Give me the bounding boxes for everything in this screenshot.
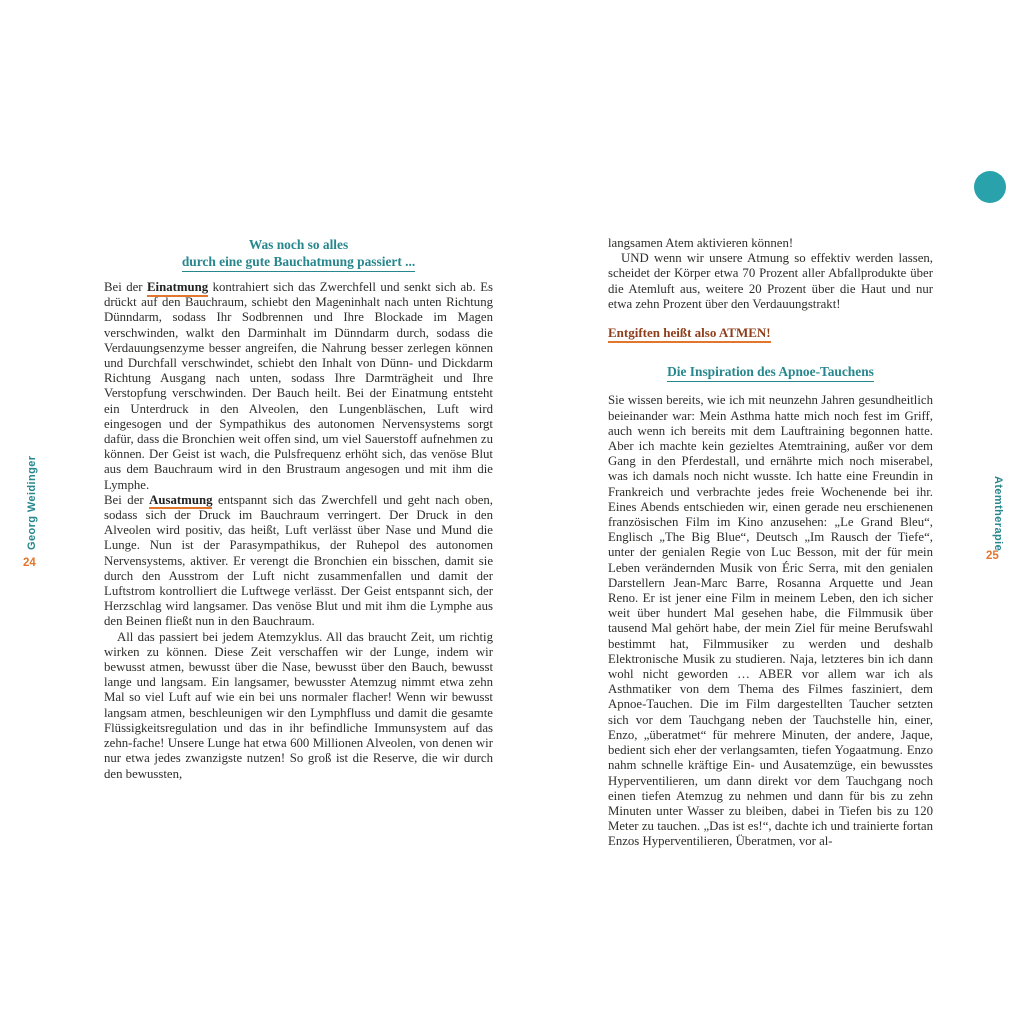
text-run-prefix: Bei der: [104, 280, 147, 294]
text-run-rest: kontrahiert sich das Zwerchfell und senkt sich ab. Es drückt auf den Bauchraum, schiebt den Mageninhalt nach unten Richtung Dünndarm, sodass Ihr Sodbrennen und Ihre Blockade im Magen verschwinden, walkt den Darminhalt im Dünndarm durch, sodass die Verdauungsenzyme besser angreifen, die Nahrung besser zerlegen können und Durchfall verschwindet, schiebt den Inhalt von Dünn- und Dickdarm Richtung Ausgang nach unten, sodass Ihre Darmträgheit und Ihre Verstopfung verschwinden. Der Bauch heilt. Bei der Einatmung entsteht ein Unterdruck in den Alveolen, den Lungenbläschen, Luft wird eingesogen und der Sympathikus des autonomen Nervensystems sorgt dafür, dass die Bronchien weit offen sind, um viel Sauerstoff aufnehmen zu können. Der Geist ist wach, die Pulsfrequenz erhöht sich, das venöse Blut aus dem Bauchraum wird in den Brustraum angesogen und mit ihm die Lymphe.: [104, 280, 493, 492]
section-heading-apnoe: [608, 364, 933, 379]
callout-text: Entgiften heißt also ATMEN!: [608, 325, 771, 343]
section-heading-text: Die Inspiration des Apnoe-Tauchens: [667, 364, 874, 382]
paragraph-entgiftung: UND wenn wir unsere Atmung so effektiv werden lassen, scheidet der Körper etwa 70 Prozent aller Abfallprodukte über die Atemluft aus, weitere 20 Prozent über die Haut und nur etwa zehn Prozent über den Verdauungstrakt!: [608, 251, 933, 311]
paragraph-ausatmung: [104, 493, 493, 630]
callout-entgiften: [608, 325, 933, 340]
left-page-text-column: [104, 236, 493, 782]
chapter-heading-line1: Was noch so alles: [248, 237, 349, 252]
chapter-heading: [104, 236, 493, 270]
right-page-number: 25: [986, 550, 999, 562]
right-page-text-column: [608, 236, 933, 850]
paragraph-continuation: langsamen Atem aktivieren können!: [608, 236, 794, 250]
paragraph-atemzyklus: All das passiert bei jedem Atemzyklus. All das braucht Zeit, um richtig wirken zu können. Diese Zeit verschaffen wir der Lunge, indem wir bewusst atmen, bewusst über die Nase, bewusst über den Bauch, bewusst lange und langsam. Ein langsamer, bewusster Atemzug nimmt etwa zehn Mal so viel Luft auf wie ein bei uns normaler flacher! Wenn wir bewusst langsam atmen, beschleunigen wir den Lymphfluss und damit die gesamte Flüssigkeitsregulation und das in ihr befindliche Immunsystem auf das zehn-fache! Unsere Lunge hat etwa 600 Millionen Alveolen, von denen wir nur etwa jedes zwanzigste nutzen! So groß ist die Reserve, die wir durch den bewussten,: [104, 629, 493, 781]
left-page-number: 24: [23, 557, 36, 569]
left-margin-author-label: Georg Weidinger: [26, 455, 38, 550]
keyword-ausatmung: Ausatmung: [149, 493, 212, 510]
text-run-rest: entspannt sich das Zwerchfell und geht nach oben, sodass sich der Druck im Bauchraum verringert. Der Druck in den Alveolen wird positiv, das heißt, Luft verlässt über Nase und Mund die Lunge. Nun ist der Parasympathikus, der Ruhepol des autonomen Nervensystems, aktiver. Er verengt die Bronchien ein bisschen, damit sie durch den Ausstrom der Luft nicht zusammenfallen und damit der Luftstrom kontrolliert die Luftwege verlässt. Der Geist entspannt sich, der Herzschlag wird langsamer. Das venöse Blut und mit ihm die Lymphe aus den Beinen fließt nun in den Bauchraum.: [104, 492, 493, 629]
text-run-prefix: Bei der: [104, 492, 150, 507]
teal-dot-icon: [974, 171, 1006, 203]
right-margin-chapter-label: Atemtherapie: [992, 476, 1004, 552]
keyword-einatmung: Einatmung: [147, 280, 208, 297]
paragraph-einatmung: [104, 280, 493, 493]
paragraph-apnoe-tauchen: Sie wissen bereits, wie ich mit neunzehn Jahren gesundheitlich beieinander war: Mein Asthma hatte mich noch fest im Griff, auch wenn ich bereits mit dem Lauftraining begonnen hatte. Aber ich machte kein gezieltes Atemtraining, außer vor dem Gang in den Pferdestall, und ernährte mich noch miserabel, was ich damals noch nicht wusste. Ich hatte eine Freundin in Frankreich und verbrachte jedes freie Wochenende bei ihr. Eines Abends entschieden wir, einen gerade neu erschienenen französischen Film im Kino anzusehen: „Le Grand Bleu“, Englisch „The Big Blue“, Deutsch „Im Rausch der Tiefe“, unter der genialen Regie von Luc Besson, mit der für mein Leben verändernden Musik von Éric Serra, mit den genialen Darstellern Jean-Marc Barre, Rosanna Arquette und Jean Reno. Er ist jener eine Film in meinem Leben, den ich sicher weit über hundert Mal gesehen habe, die Filmmusik über tausend Mal gehört habe, der mein Ziel für meine Berufswahl bestimmt hat, Filmmusiker zu werden und deshalb Elektronische Musik zu studieren. Naja, letzteres bin ich dann wohl nicht geworden … ABER vor allem war ich als Asthmatiker von dem Thema des Filmes fasziniert, dem Apnoe-Tauchen. Die im Film dargestellten Taucher setzten sich vor dem Tauchgang neben der Tauchstelle hin, einer, Enzo, „überatmet“ für mehrere Minuten, der andere, Jaque, bedient sich eher der verlangsamten, tiefen Yogaatmung. Enzo nahm schnelle kräftige Ein- und Ausatemzüge, ein bewusstes Hyperventilieren, um dann direkt vor dem Tauchgang noch einen tiefen Atemzug zu nehmen und dann für bis zu zehn Minuten unter Wasser zu bleiben, dabei in Tiefen bis zu 120 Meter zu tauchen. „Das ist es!“, dachte ich und trainierte fortan Enzos Hyperventilieren, Überatmen, vor al-: [608, 393, 933, 849]
chapter-heading-line2: durch eine gute Bauchatmung passiert ...: [182, 254, 415, 272]
